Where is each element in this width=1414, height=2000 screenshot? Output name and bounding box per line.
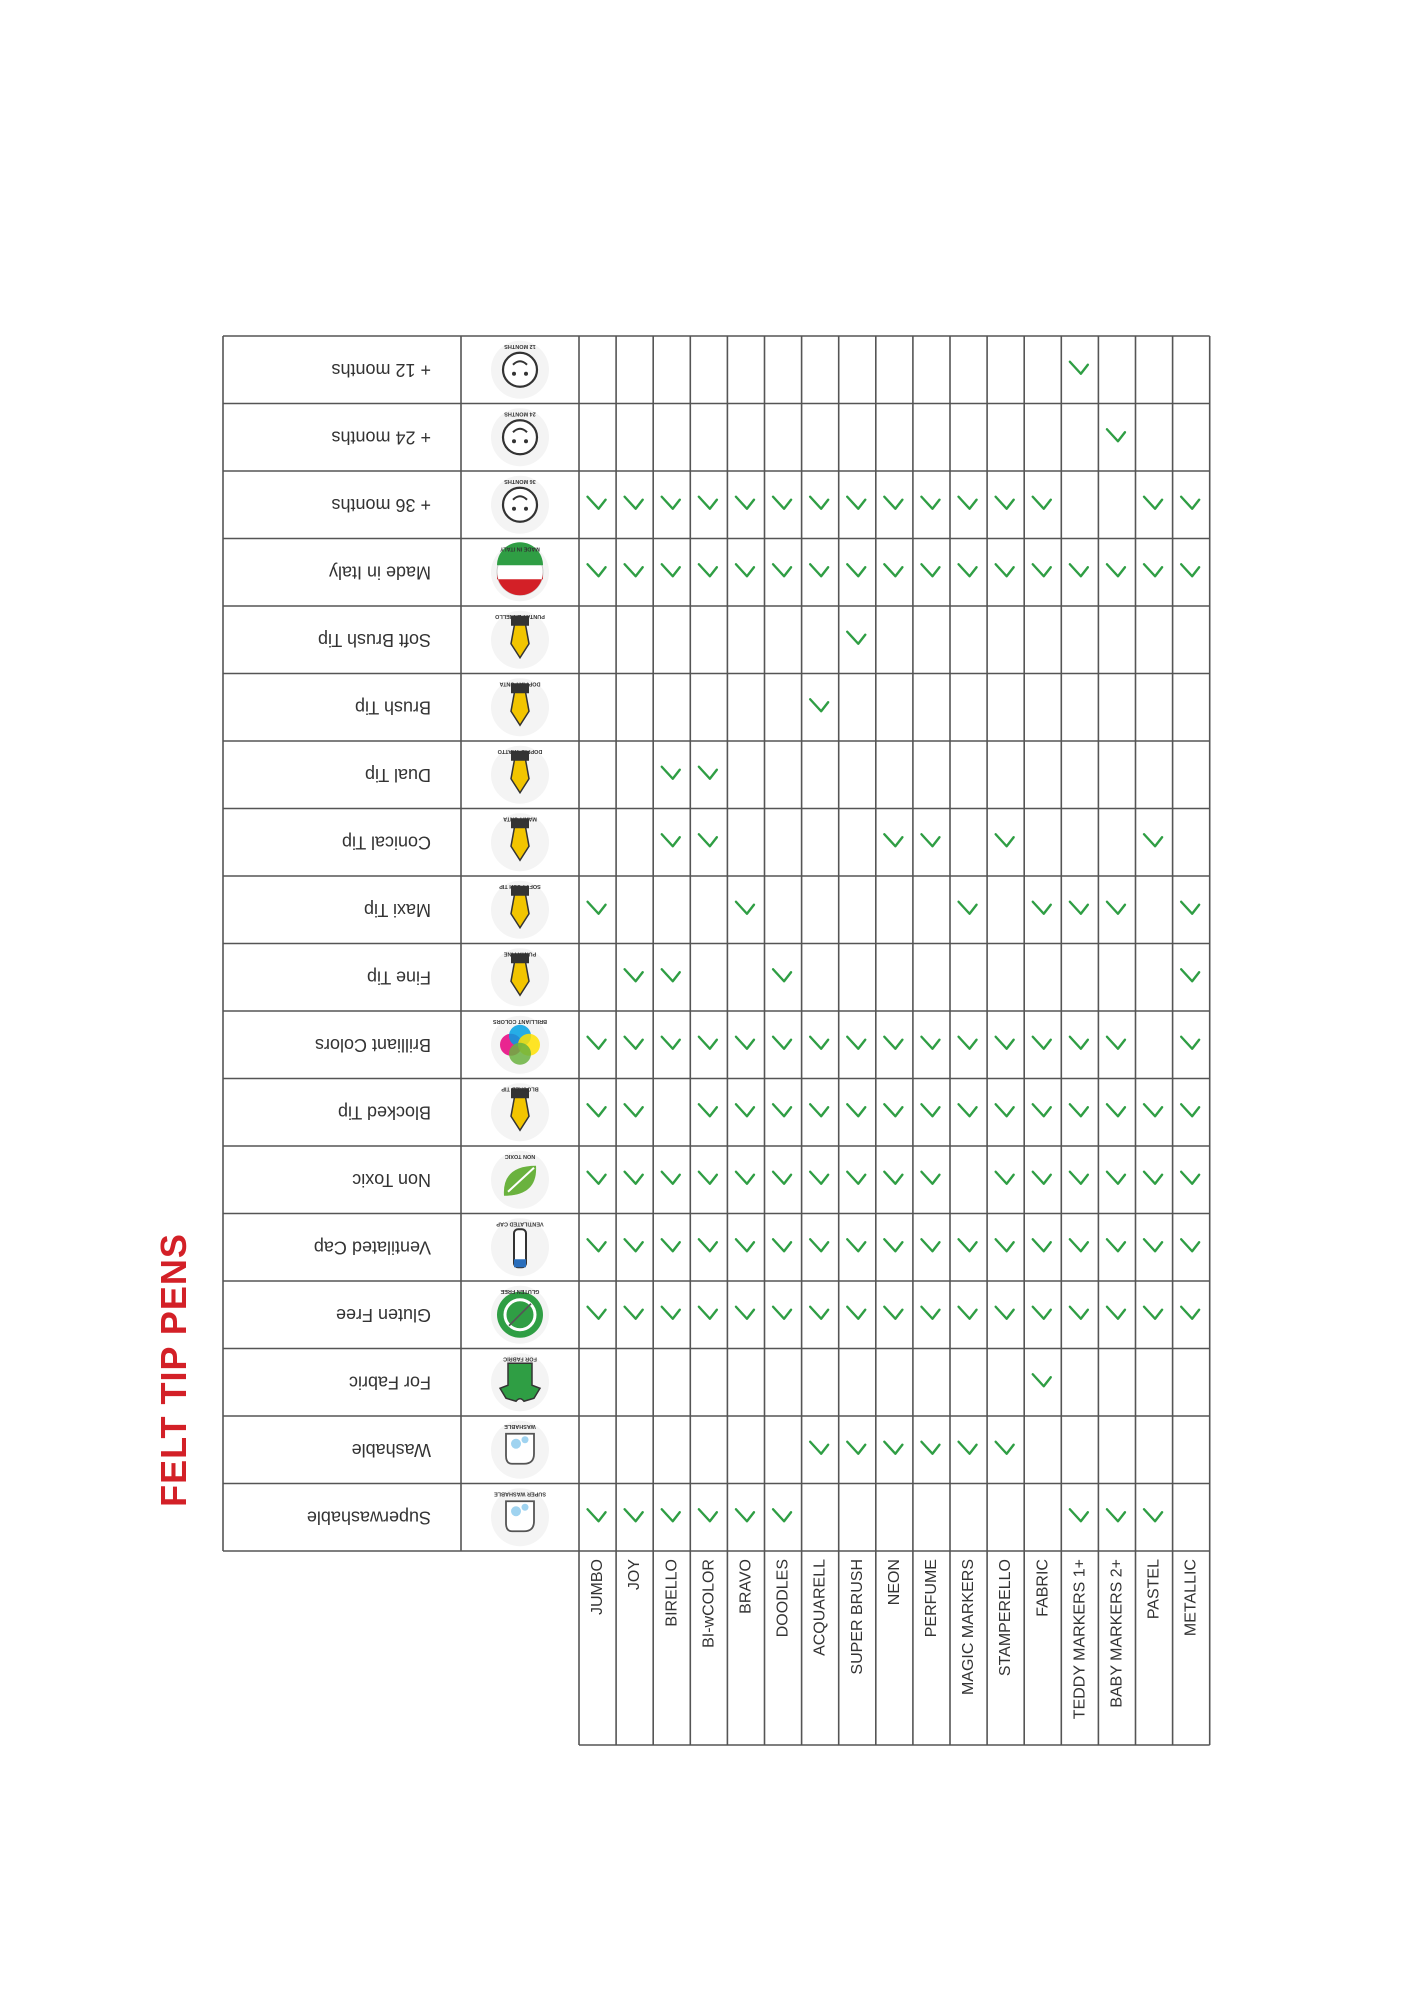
check-mark [1144,497,1162,509]
check-mark [810,1307,828,1319]
check-mark [959,564,977,576]
check-mark [736,1172,754,1184]
feature-label: + 36 months [331,494,431,515]
check-mark [1181,1104,1199,1116]
check-mark [1033,1307,1051,1319]
check-mark [1144,1307,1162,1319]
check-mark [1070,1307,1088,1319]
check-mark [996,1172,1014,1184]
check-mark [810,1239,828,1251]
blocked-tip-icon [491,1083,549,1141]
check-mark [588,497,606,509]
check-mark [1070,1509,1088,1521]
check-mark [662,1307,680,1319]
check-mark [921,1172,939,1184]
check-mark [921,834,939,846]
icon-caption: 36 MONTHS [504,477,536,484]
check-mark [699,564,717,576]
hand-shape [506,1501,534,1531]
check-mark [588,1104,606,1116]
check-mark [1070,1172,1088,1184]
check-mark [1070,1239,1088,1251]
product-label: ACQUARELL [811,1559,829,1656]
face-eye [512,507,516,511]
face-eye [524,507,528,511]
check-mark [588,1172,606,1184]
check-mark [1144,834,1162,846]
water-bubble [522,1504,529,1511]
product-label: JOY [626,1559,644,1591]
feature-label: Dual Tip [364,764,431,785]
page-title: FELT TIP PENS [153,1233,194,1507]
check-mark [921,1037,939,1049]
check-mark [921,1442,939,1454]
feature-label: Conical Tip [341,832,431,853]
check-mark [736,564,754,576]
check-mark [625,1172,643,1184]
check-mark [1107,1239,1125,1251]
check-mark [699,1037,717,1049]
check-mark [1181,1172,1199,1184]
check-mark [625,1509,643,1521]
check-mark [1070,902,1088,914]
icon-caption: WASHABLE [504,1422,536,1429]
feature-label: + 12 months [331,359,431,380]
face-outline [503,353,537,387]
icon-caption: DOPPIO TRATTO [497,747,543,754]
product-label: BABY MARKERS 2+ [1108,1559,1126,1708]
feature-label: Washable [351,1439,431,1460]
washable-hands-icon [491,1421,549,1479]
check-mark [588,1037,606,1049]
check-mark [662,564,680,576]
check-mark [884,1442,902,1454]
check-mark [773,1037,791,1049]
check-mark [847,1104,865,1116]
fine-tip-icon [491,948,549,1006]
check-mark [847,1442,865,1454]
check-mark [1181,497,1199,509]
feature-label: Non Toxic [352,1169,431,1190]
water-bubble [511,1506,521,1516]
face-eye [524,372,528,376]
check-mark [884,1104,902,1116]
check-mark [773,1172,791,1184]
check-mark [625,1239,643,1251]
check-mark [699,767,717,779]
check-mark [1181,1239,1199,1251]
superwashable-hands-icon [491,1488,549,1546]
check-mark [921,497,939,509]
feature-label: Brush Tip [354,697,431,718]
non-toxic-leaf-icon [491,1151,549,1209]
check-mark [699,1172,717,1184]
check-mark [736,902,754,914]
check-mark [1107,1104,1125,1116]
check-mark [1033,1104,1051,1116]
check-mark [847,1307,865,1319]
check-mark [662,834,680,846]
check-mark [625,1037,643,1049]
feature-label: Made in Italy [328,562,431,583]
check-mark [588,1509,606,1521]
check-mark [1144,1104,1162,1116]
check-mark [736,1509,754,1521]
check-mark [959,1104,977,1116]
check-mark [1107,1037,1125,1049]
child-face-36-months-icon [491,476,549,534]
italian-flag-icon [491,542,549,601]
check-mark [959,1239,977,1251]
brilliant-colors-icon [491,1016,549,1074]
check-mark [1107,1509,1125,1521]
check-mark [1070,1037,1088,1049]
hand-shape [506,1434,534,1464]
feature-label: Gluten Free [335,1304,431,1325]
check-mark [662,767,680,779]
check-mark [773,969,791,981]
feature-label: For Fabric [348,1372,431,1393]
check-mark [662,1239,680,1251]
icon-caption: BRILLIANT COLORS [492,1017,548,1024]
check-mark [847,497,865,509]
check-mark [1070,1104,1088,1116]
icon-caption: SOFT PUSH TIP [499,882,541,889]
face-eye [512,439,516,443]
check-mark [773,1104,791,1116]
product-label: PASTEL [1145,1559,1163,1620]
check-mark [884,564,902,576]
icon-caption: 24 MONTHS [504,410,536,417]
feature-label: + 24 months [331,427,431,448]
feature-label: Blocked Tip [337,1102,431,1123]
check-mark [588,1239,606,1251]
check-mark [810,699,828,711]
face-outline [503,488,537,522]
product-label: NEON [885,1559,903,1606]
check-mark [773,497,791,509]
face-outline [503,420,537,454]
check-mark [1033,564,1051,576]
check-mark [625,564,643,576]
soft-brush-tip-icon [491,611,549,669]
product-label: TEDDY MARKERS 1+ [1071,1559,1089,1720]
check-mark [996,1442,1014,1454]
check-mark [1181,969,1199,981]
check-mark [1033,1037,1051,1049]
check-mark [662,1037,680,1049]
check-mark [810,1037,828,1049]
dual-tip-icon [491,746,549,804]
check-mark [625,1104,643,1116]
check-mark [1107,564,1125,576]
feature-label: Brilliant Colors [314,1034,431,1055]
product-label: MAGIC MARKERS [960,1559,978,1696]
water-bubble [511,1439,521,1449]
check-mark [699,1307,717,1319]
check-mark [1107,1172,1125,1184]
gluten-free-icon [491,1286,549,1344]
check-mark [662,497,680,509]
check-mark [625,497,643,509]
check-mark [921,564,939,576]
check-mark [884,834,902,846]
check-mark [699,1509,717,1521]
conical-tip-icon [491,813,549,871]
check-mark [588,564,606,576]
icon-caption: DOPPIA PUNTA [499,680,541,687]
icon-caption: SUPER WASHABLE [494,1490,546,1497]
check-mark [810,1442,828,1454]
check-mark [996,1307,1014,1319]
feature-label: Fine Tip [366,967,431,988]
check-mark [996,1104,1014,1116]
check-mark [959,1307,977,1319]
check-mark [1033,902,1051,914]
check-mark [736,1104,754,1116]
check-mark [773,1239,791,1251]
water-bubble [522,1436,529,1443]
feature-label: Soft Brush Tip [317,629,431,650]
product-label: JUMBO [589,1559,607,1615]
check-mark [1181,902,1199,914]
check-mark [1144,1172,1162,1184]
product-label: FABRIC [1034,1559,1052,1617]
icon-caption: BLOCKED TIP [501,1085,539,1092]
check-mark [810,497,828,509]
check-mark [847,1239,865,1251]
product-label: BI-wCOLOR [700,1559,718,1648]
color-blob [509,1043,531,1065]
check-mark [959,1037,977,1049]
icon-caption: MADE IN ITALY [500,545,540,552]
check-mark [996,1037,1014,1049]
check-mark [588,902,606,914]
check-mark [699,1239,717,1251]
t-shirt-icon [491,1353,549,1411]
face-eye [512,372,516,376]
check-mark [625,1307,643,1319]
check-mark [773,1307,791,1319]
check-mark [1144,1239,1162,1251]
icon-caption: PUNTA PENNELLO [495,612,545,619]
product-label: METALLIC [1182,1559,1200,1637]
check-mark [662,1172,680,1184]
check-mark [884,1239,902,1251]
check-mark [1033,1239,1051,1251]
feature-label: Superwashable [306,1507,431,1528]
check-mark [810,1104,828,1116]
check-mark [884,497,902,509]
check-mark [736,1239,754,1251]
icon-caption: MAXI PUNTA [503,815,537,822]
cap-top [514,1259,526,1267]
check-mark [662,969,680,981]
check-mark [996,834,1014,846]
check-mark [1107,1307,1125,1319]
check-mark [699,834,717,846]
check-mark [773,1509,791,1521]
check-mark [847,564,865,576]
check-mark [921,1239,939,1251]
face-eye [524,439,528,443]
check-mark [1181,1307,1199,1319]
baby-face-24-months-icon [491,408,549,466]
check-mark [921,1104,939,1116]
check-mark [1107,429,1125,441]
check-mark [662,1509,680,1521]
baby-face-12-months-icon [491,341,549,399]
check-mark [921,1307,939,1319]
icon-caption: GLUTEN FREE [500,1287,540,1294]
maxi-tip-icon [491,881,549,939]
check-mark [959,497,977,509]
product-label: STAMPERELLO [997,1559,1015,1677]
check-mark [1033,1172,1051,1184]
check-mark [1070,362,1088,374]
check-mark [884,1307,902,1319]
feature-label: Ventilated Cap [313,1237,431,1258]
check-mark [884,1172,902,1184]
product-label: DOODLES [774,1559,792,1638]
check-mark [1107,902,1125,914]
check-mark [847,632,865,644]
check-mark [810,564,828,576]
check-mark [1033,497,1051,509]
check-mark [847,1172,865,1184]
feature-label: Maxi Tip [363,899,431,920]
check-mark [773,564,791,576]
check-mark [847,1037,865,1049]
check-mark [736,1037,754,1049]
product-label: BRAVO [737,1559,755,1614]
check-mark [884,1037,902,1049]
check-mark [959,902,977,914]
check-mark [1181,1037,1199,1049]
check-mark [810,1172,828,1184]
check-mark [959,1442,977,1454]
icon-caption: 12 MONTHS [504,342,536,349]
brush-tip-icon [491,678,549,736]
product-label: SUPER BRUSH [848,1559,866,1675]
check-mark [588,1307,606,1319]
check-mark [736,1307,754,1319]
product-label: BIRELLO [663,1559,681,1627]
check-mark [736,497,754,509]
check-mark [996,497,1014,509]
check-mark [996,1239,1014,1251]
check-mark [625,969,643,981]
icon-caption: NON TOXIC [504,1152,536,1159]
check-mark [996,564,1014,576]
product-label: PERFUME [922,1559,940,1638]
check-mark [699,1104,717,1116]
check-mark [1070,564,1088,576]
check-mark [1181,564,1199,576]
check-mark [1144,1509,1162,1521]
icon-caption: VENTILATED CAP [496,1220,544,1227]
ventilated-cap-icon [491,1218,549,1276]
icon-caption: FOR FABRIC [503,1355,537,1362]
check-mark [699,497,717,509]
check-mark [1033,1374,1051,1386]
icon-caption: PUNTA FINE [503,950,537,957]
check-mark [1144,564,1162,576]
